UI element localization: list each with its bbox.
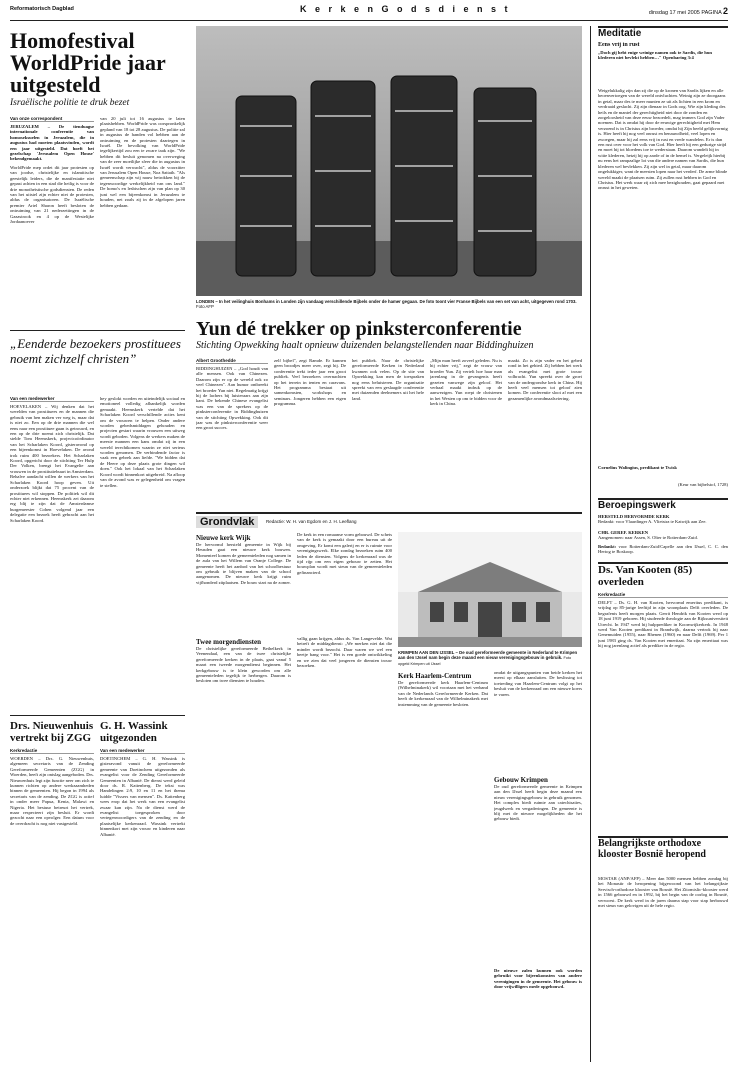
wassink-byline: Van een medewerker [100, 748, 185, 754]
krimpen-body-2: De nieuwe zalen kunnen ook worden gebruikt voor bijeenkomsten van andere verenigingen in de gemeente. Het gebouw is door vrijwilligers mede opgebouwd. [494, 968, 582, 990]
homofestival-body-2: van 20 juli tot 16 augustus te laten plaatshebben. WorldPride was oorspronkelijk gepland van 18 tot 28 augustus. De politie zal in augustus de handen vol hebben aan de ontruiming en de protesten daartegen in Israël. De bevolking van WorldPride tegelijkertijd zou een te zware taak zijn. "We hebben dit besluit genomen na overweging van de zeer moeilijke sfeer die in augustus in Israël wordt verwacht", aldus de voorzitter van Jerusalem Open House, Noa Sattath. "Als gemeenschap zijn wij nauw betrokken bij de tegenwoordige werkelijkheid van ons land." De homo's en lesbischen zijn van plan op 30 juni wel een bijeenkomst in Jeruzalem te houden, net zoals zij in de afgelopen jaren hebben gedaan. [100, 116, 185, 208]
krimpen-headline: Gebouw Krimpen [494, 776, 548, 784]
kooten-body: DELFT – Ds. G. H. van Kooten, hervormd emeritus predikant, is vrijdag op 85-jarige leeftijd in zijn woonplaats Delft overleden. De begrafenis heeft morgen plaats. Gerrit Hendrik van Kooten werd op 18 juni 1919 geboren. Hij studeerde theologie aan de Rijksuniversiteit Utrecht. In 1947 werd hij hulpprediker in Koornwijkerkerk. In 1948 werd Van Kooten predikant in Brandwijk, daarna vertrok hij naar Genemuiden (1955), naar Rhenen (1960) en naar Delft (1969). Per 1 juni 1983 ging ds. Van Kooten met emeritaat. Na zijn emeritaat was hij nog jarenlang actief als prediker in de regio. [598, 600, 728, 649]
bosnie-body: MOSTAR (ANP/AFP) – Meer dan 5000 mensen hebben zondag bij het Monastir de heropening bijgewoond van het belangrijkste Servisch-orthodoxe klooster van Bosnië. Het Zitomislic-klooster werd in 1566 gebouwd en in 1992, bij het begin van de oorlog in Bosnië, verwoest. De kerk werd in de jaren daarna stap voor stap herbouwd met steun van gelovigen uit de hele regio. [598, 876, 728, 909]
kooten-byline: Kerkredactie [598, 592, 728, 598]
nieuwenhuis-byline: Kerkredactie [10, 748, 94, 754]
meditatie-title: Eens vrij in rust [598, 42, 640, 48]
morgendiensten-body: De christelijke gereformeerde Bethelkerk in Veenendaal, een van de twee christelijke gereformeerde kerken in de plaats, gaat vanaf 5 maart een tweede morgendienst beginnen. Het kerkgebouw is te klein geworden om alle gemeenteleden tegelijk te herbergen. Daarom is besloten om twee diensten te houden. [196, 646, 291, 684]
yun-col-3: het publiek. Naar de christelijke gereformeerde Kerken in Nederland kwamen ook velen. Op de site van Opwekking kan men de toespraken nog eens beluisteren. De organisatie spreekt van een geslaagde conferentie met duizenden deelnemers uit het hele land. [352, 358, 424, 401]
wijk-body-2: De kerk in een romaanse vorm gebouwd. De schets van de kerk is gemaakt door een bureau uit de omgeving. Er komt een galerij en er is ruimte voor verenigingswerk. Elke zondag bezoeken ruim 400 leden de diensten. Volgens de kerkenraad was de tijd rijp om een eigen gebouw te zetten. Het bouwplan wordt met steun van de gemeenteleden gefinancierd. [297, 532, 392, 575]
prostituees-headline: „Eenderde bezoekers prostituees noemt zichzelf christen” [10, 336, 181, 366]
beroeping-item: CHR. GEREF. KERKEN Aangenomen: naar Assen, S. Olter te Rotterdam-Zuid. [598, 530, 698, 541]
yun-col-5: maakt. Zo is zijn vader en het gebed rond in het gebied. Zij hebben het werk als evangelist met grote trouw volbracht. Yun spreekt over de groei van de ondergrondse kerk in China. Hij heeft veel mensen tot geloof zien komen. De conferentie sloot af met een gezamenlijke avondmaalsviering. [508, 358, 582, 401]
nieuwenhuis-body: WOERDEN – Drs. G. Nieuwenhuis, algemeen secretaris van de Zending Gereformeerde Gemeenten (ZGG) in Woerden, heeft zijn ontslag aangeboden. Drs. Nieuwenhuis legt zijn functie neer om zich te kunnen richten op andere werkzaamheden binnen de gemeenten. Hij begon in 1994 als secretaris van de zending. De ZGG is actief in onder meer Papua, Kenia, Malawi en Nigeria. Het bestuur betreurt het vertrek, maar respecteert zijn besluit. Er wordt gezocht naar een opvolger. Een datum voor de overdracht is nog niet vastgesteld. [10, 756, 94, 826]
krimpen-photo [398, 532, 582, 647]
wijk-body-1: De hervormd hersteld gemeente in Wijk bij Heusden gaat een nieuwe kerk bouwen. Momenteel komen de gemeenteleden nog samen in de aula van het Willem van Oranje College. De gemeente heeft het aanbod van het schoolbestuur om gebruik te blijven maken van de school aangenomen. De nieuwe kerk krijgt ruim vijfhonderd zitplaatsen. De bouw start na de zomer. [196, 542, 291, 585]
beroeping-head: Beroepingswerk [598, 500, 676, 511]
section-title: K e r k e n G o d s d i e n s t [300, 4, 511, 14]
page-date: dinsdag 17 mei 2005 PAGINA 2 [648, 6, 728, 16]
bibles-illustration [196, 26, 582, 296]
yun-subheadline: Stichting Opwekking haalt opnieuw duizenden belangstellenden naar Biddinghuizen [196, 340, 534, 351]
wassink-body: DOETINCHEM – G. H. Wassink is gisteravond vanuit de gereformeerde gemeente van Doetinchem uitgezonden als evangelist voor de Zending Gereformeerde Gemeenten in Albanië. De dienst werd geleid door ds. R. Kattenberg. De tekst was Handelingen 2:9, 10 en 11 en het thema luidde "Vissers van mensen". Ds. Kattenberg wees erop dat het werk van een evangelist zwaar kan zijn. Na de dienst werd de evangelist toegesproken door vertegenwoordigers van de zending en de plaatselijke kerkenraad. Wassink vertrekt binnenkort met zijn vrouw en kinderen naar Albanië. [100, 756, 185, 837]
meditatie-box [598, 26, 728, 39]
divider [10, 715, 185, 716]
yun-byline: Albert Groothedde [196, 358, 268, 364]
homofestival-body-1: WorldPride mep ordet dit jaar protesten op van joodse, christelijke en islamitische geestelijk leiders, die de manifestatie niet gepast achten in een stad die heilig is voor de drie monotheïstische godsdiensten. De reden van het uitstel zijn echter niet de protesten, aldus de organisatoren. De Israëlische premier Ariel Sharon heeft besloten de ontruiming van 21 nederzettingen in de Gazastrook en 4 op de Westelijke Jordaanoever [10, 165, 94, 225]
grondvlak-body-4: vallig gaan krijgen, aldus ds. Van Langevelde. Wat betreft de middagdienst: „We merken niet dat die minder wordt bezocht. Daar waren we wel een beetje bang voor." Het is een goede ontwikkeling en we zien dat veel jongeren de diensten trouw bezoeken. [297, 636, 392, 669]
grondvlak-tag: Grondvlak [196, 516, 258, 528]
homofestival-byline: Van onze correspondent [10, 116, 94, 122]
prostituees-body-2: hey geslokt worden en uiteindelijk sociaal en emotioneel volledig afhankelijk worden gemaakt. Heemskerk vertelde dat het Scharlaken Koord verschillende acties kent om de vrouwen te helpen. Onder andere worden gebedsmiddagen gehouden en projecten gestart waarin vrouwen een uitweg wordt geboden. Volgens de werkers maken de meeste mannen een kans omdat zij in een wereld terechtkomen waarin ze niet serieus worden genomen. De verbindende factor is vaak een gebrek aan liefde. "We bidden dat de Heere op deze plaats grote dingen wil doen." Ook het lokaal van het Scharlaken Koord wordt binnenkort uitgebreid. Na afloop van de avond was er gelegenheid om vragen te stellen. [100, 396, 185, 488]
yun-col-4: „Mijn man heeft zoveel geleden. Nu is hij echter vrij," zegt de vrouw van broeder Yun. Zij vertelt hoe haar man jarenlang in de gevangenis heeft gezeten vanwege zijn geloof. Het verhaal maakt indruk op de aanwezigen. Yun roept de christenen in het Westen op om te bidden voor de kerk in China. [430, 358, 502, 407]
wassink-headline: G. H. Wassink uitgezonden [100, 720, 168, 744]
bibles-photo [196, 26, 582, 296]
homofestival-lead: JERUZALEM – De tienduagse internationale conferentie van homoseksuelen in Jeruzalem, die in augustus had moeten plaatsvinden, wordt een jaar uitgesteld. Dat hoeft het gezelschap 'Jerusalem Open House' bekendgemaakt. [10, 124, 94, 162]
meditatie-head: Meditatie [598, 28, 642, 39]
yun-col-1: BIDDINGHUIZEN – „God houdt van alle mensen. Ook van Chinezen. Daarom zijn er op de wereld ook zo veel Chinezen". Aan humor ontbreekt het broeder Yun niet. Regelmatig krijgt hij de lachers bij luisteraars aan zijn kant. De bekende Chinese evangelist was een van de sprekers op de pinksterconferentie in Biddinghuizen van de stichting Opwekking. Ook dit jaar was de pinksterconferentie weer een groot succes. [196, 366, 268, 431]
meditatie-author: Cornelius Walingius, predikant te Twisk [598, 465, 677, 470]
bosnie-box [598, 836, 728, 860]
sidebar-divider [590, 26, 591, 1062]
prostituees-byline: Van een medewerker [10, 396, 94, 402]
haarlem-headline: Kerk Haarlem-Centrum [398, 672, 472, 680]
divider [10, 330, 185, 331]
meditatie-quote: „Doch gij hebt enige weinige namen ook te Sardis, die hun klederen niet bevlekt hebben…" Openbaring 3:4 [598, 50, 712, 61]
yun-col-2: zelf bijbel", zegt Ramde. Er kunnen geen broodjes meer over, zegt hij. De conferentie trekt ieder jaar een groot publiek. Veel bezoekers overnachten op het terrein in tenten en caravans. Het programma bestaat uit samenkomsten, workshops en seminars. Jongeren hebben een eigen programma. [274, 358, 346, 407]
nieuwenhuis-headline: Drs. Nieuwenhuis vertrekt bij ZGG [10, 720, 94, 744]
prostituees-body-1: HOEVELAKEN – Wij denken dat het werelden van prostituees en de mannen die gebruik van hen maken ver weg is, maar dat is niet zo. Een op de drie mannen die wel eens naar een prostituee gaan is getrouwd, en een op de drie noemt zich christelijk. Dat stelde Tom Heemskerk, projectcoördinator van het Scharlaken Koord, gisteravond op een bijeenkomst in Hoevelaken. De avond trok ruim 400 bezoekers. Het Scharlaken Koord, opgericht door de stichting Ter Hulp Der Volken, brengt het Evangelie aan vrouwen in de prostitutiebuurt in Amsterdam. Behalve aandacht willen de werkers van het Scharlaken Koord hoop geven. Uit onderzoek blijkt dat 75 procent van de prostituees wil stoppen. De politiek wil dit echter niet erkennen. Heemskerk zei daarom erg blij te zijn dat de Amsterdamse burgemeester Cohen volgend jaar een delegatie een bezoek heeft gebracht aan het Scharlaken Koord. [10, 404, 94, 523]
grondvlak-bar [196, 512, 582, 530]
homofestival-subheadline: Israëlische politie te druk bezet [10, 98, 130, 108]
bibles-caption: LONDEN – In het veilinghuis Bonhams in Londen zijn vandaag verschillende Bijbels onder de hamer gegaan. De foto toont vier Franse Bijbels van een set van acht, uitgegeven rond 1703. Foto AFP [196, 299, 577, 309]
page-header [10, 6, 728, 21]
kooten-headline: Ds. Van Kooten (85) overleden [598, 564, 693, 588]
krimpen-caption: KRIMPEN AAN DEN IJSSEL – De oud gereformeerde gemeente in Nederland te Krimpen aan den IJssel nam begin deze maand een nieuw verenigingsgebouw in gebruik. Foto opgeld Krimpen uit IJssel [398, 650, 578, 666]
bosnie-headline: Belangrijkste orthodoxe klooster Bosnië heropend [598, 838, 706, 860]
wijk-headline: Nieuwe kerk Wijk [196, 534, 251, 542]
building-illustration [398, 532, 582, 647]
yun-headline: Yun dé trekker op pinksterconferentie [196, 318, 522, 340]
krimpen-body-1: De oud gereformeerde gemeente in Krimpen aan den IJssel heeft begin deze maand een nieuw verenigingsgebouw in gebruik genomen. Het complex biedt ruimte aan catechisaties, jeugdwerk en vergaderingen. De gemeente is blij met de nieuwe mogelijkheden die het gebouw biedt. [494, 784, 582, 822]
beroeping-box [598, 498, 728, 511]
paper-name: Reformatorisch Dagblad [10, 6, 74, 12]
grondvlak-byline: Redactie: W. H. van Egdom en J. H. Leeflang [266, 519, 357, 524]
kooten-box [598, 562, 728, 588]
homofestival-headline: Homofestival WorldPride jaar uitgesteld [10, 28, 166, 97]
meditatie-body: Weigelukkalig zijn dan zij die op de kronen van Sardis lijken en alle beoenvertoegen van de wereld ontvluchten. Weinig zijn ze doorgaans in getal, maar des te meer munten ze uit als lichten in een krom en verdraaid geslacht. Zij zijn dienaar in Gods oog. Wie zijn kleding des heils en de mantel der gerechtigheid niet door de zonden en zorgeloosheid van deze eeuw bezoedelt, mag immers God zijn Vader noemen. Dat is omdat hij door de eeuwige gerechtigheid met Hem verzoend is in Christus zijn broeder, omdat hij Zijn beeld gelijkvormig is. Hier heeft hij nog veel onrust en benauwdheid, veel lopen en zwoegen, maar hij zal eens vrij in rust en vrede wandelen. Er is dan een rust over voor het volk van God. Hier heeft hij een gedurige strijd en moet hij tot bloedens toe te wederstaan. Daarom wandelt hij in witte klederen, hetzij hij op aarde of in de hemel is. Vergeleijk hierbij nu eens het rampzalige lot van die andere namen van Sardis, die hun klederen wel bevlekken. Zij zijn wel in getal, maar daarom ongelukkiger, want de meesten lopen naar het verderf. De arme blinde wereld maakt de plaatsen ruim. Zij zullen rust hebben in God en Christus. Het werk waar zij zich mee bezighouden, gaat gepaard met onrust in het geweten. [598, 88, 728, 191]
beroeping-item: HERSTELD HERVORMDE KERK Bedankt: voor Vlaardinger A. Vlietstra te Katwijk aan Zee. [598, 514, 707, 525]
beroeping-item: Bedankt: voor Rotterdam-Zuid/Capelle aan den IJssel, C. C. den Hertog te Boskoop. [598, 544, 728, 555]
meditatie-source: (Keur van bijbelstof, 1728) [677, 482, 728, 487]
grondvlak-body-6: omdat de uitgangspunten van beide kerken het meest op elkaar aansluiten. De beslissing tot toetreding van Haarlem-Centrum volgt op het besluit van de kerkenraad om een nieuwe koers te varen. [494, 670, 582, 697]
morgendiensten-headline: Twee morgendiensten [196, 638, 261, 646]
haarlem-body: De gereformeerde kerk Haarlem-Centrum (Wilhelminakerk) wil voortaan met het verband van de Nederlands Gereformeerde Kerken. Dat heeft de kerkenraad van de Wilhelminakerk met instemming van de gemeente besloten. [398, 680, 488, 707]
